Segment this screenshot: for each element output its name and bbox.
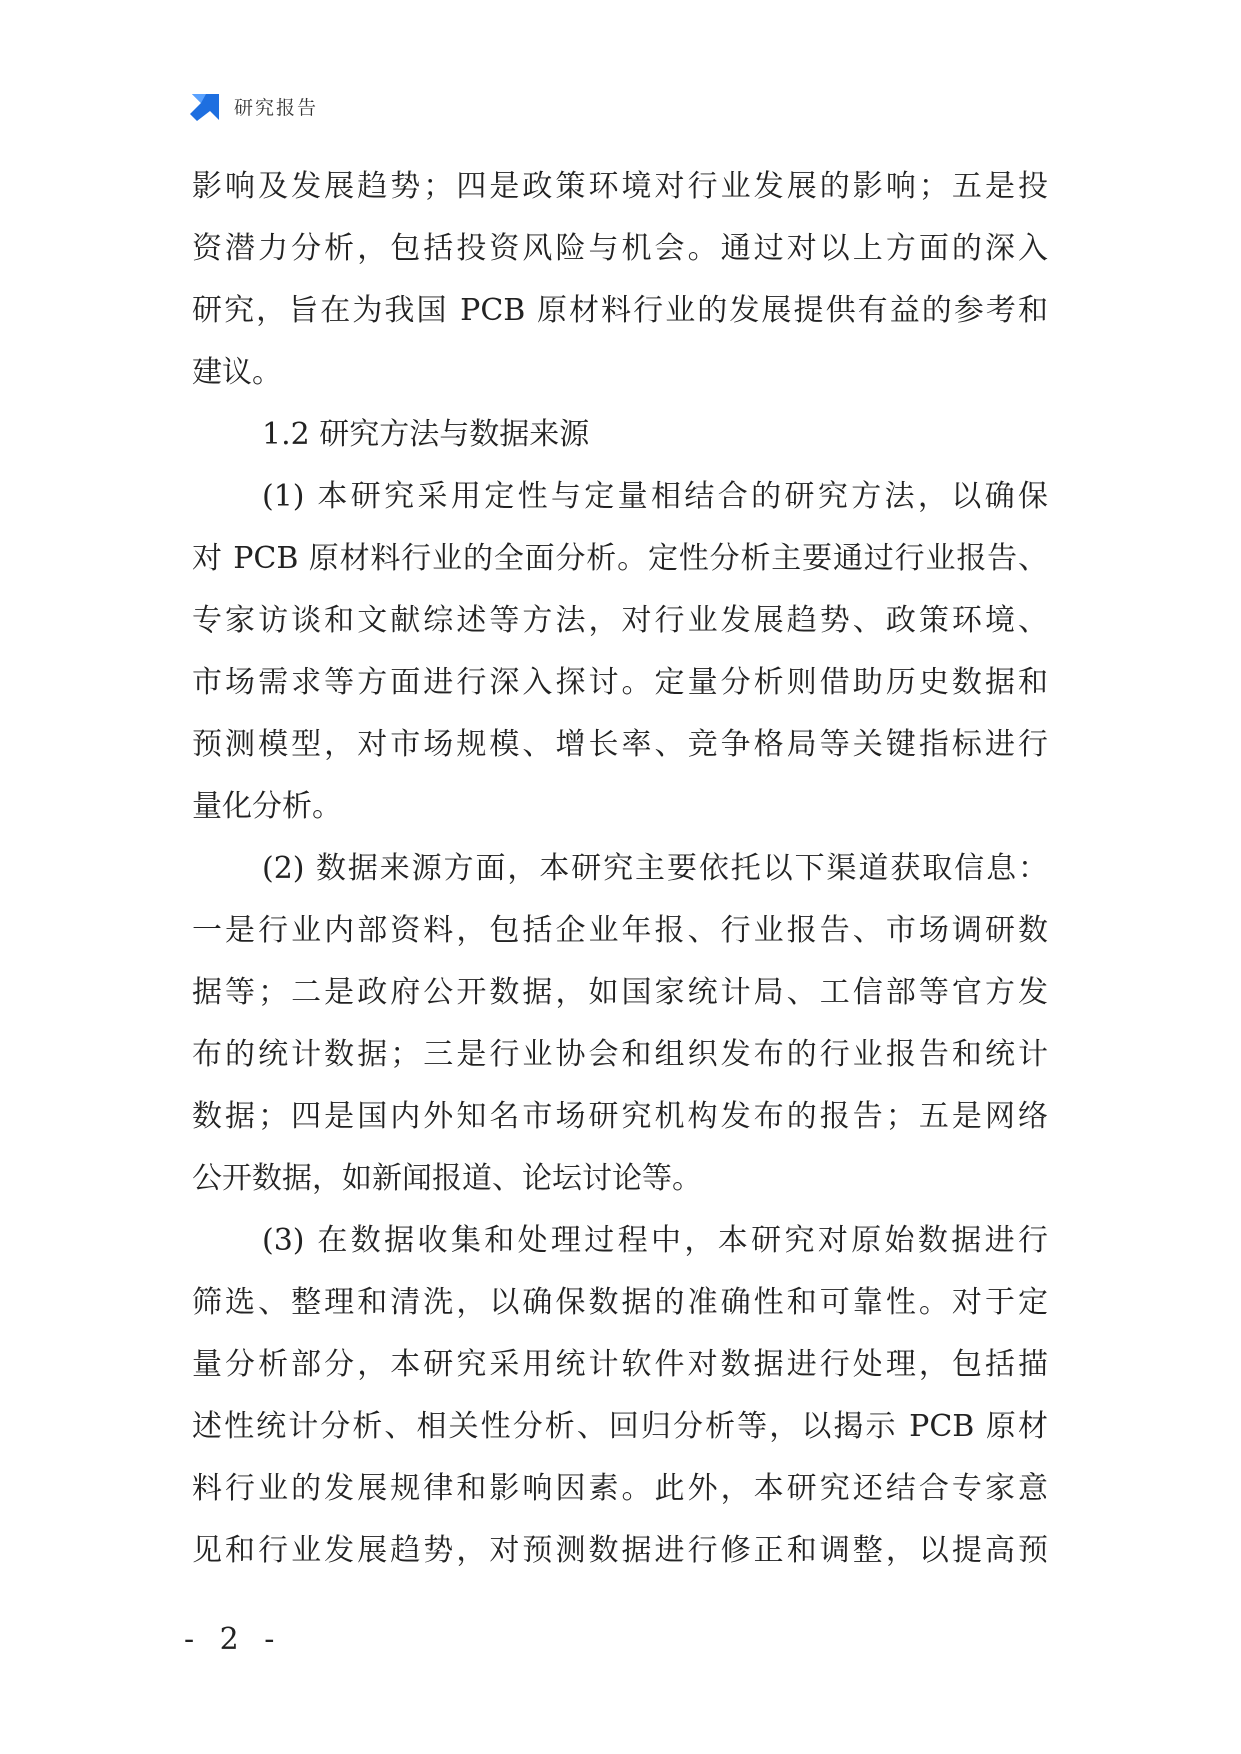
paragraph-line: 料行业的发展规律和影响因素。此外，本研究还结合专家意 xyxy=(192,1471,1048,1506)
paragraph-line: 公开数据，如新闻报道、论坛讨论等。 xyxy=(192,1161,702,1196)
paragraph-line: 据等；二是政府公开数据，如国家统计局、工信部等官方发 xyxy=(192,975,1048,1010)
paragraph-line: (2) 数据来源方面，本研究主要依托以下渠道获取信息： xyxy=(262,851,1048,886)
report-header xyxy=(188,88,318,124)
paragraph-line: 对 PCB 原材料行业的全面分析。定性分析主要通过行业报告、 xyxy=(192,541,1048,576)
paragraph-line: 专家访谈和文献综述等方法，对行业发展趋势、政策环境、 xyxy=(192,603,1048,638)
paragraph-line: 见和行业发展趋势，对预测数据进行修正和调整，以提高预 xyxy=(192,1533,1048,1568)
paragraph-line: 布的统计数据；三是行业协会和组织发布的行业报告和统计 xyxy=(192,1037,1048,1072)
paragraph-line: (1) 本研究采用定性与定量相结合的研究方法，以确保 xyxy=(262,479,1048,514)
paragraph-line: (3) 在数据收集和处理过程中，本研究对原始数据进行 xyxy=(262,1223,1048,1258)
paragraph-line: 述性统计分析、相关性分析、回归分析等，以揭示 PCB 原材 xyxy=(192,1409,1048,1444)
paragraph-line: 建议。 xyxy=(192,355,282,390)
page-number: - 2 - xyxy=(184,1622,283,1657)
paragraph-line: 影响及发展趋势；四是政策环境对行业发展的影响；五是投 xyxy=(192,169,1048,204)
paragraph-line: 数据；四是国内外知名市场研究机构发布的报告；五是网络 xyxy=(192,1099,1048,1134)
paragraph-line: 一是行业内部资料，包括企业年报、行业报告、市场调研数 xyxy=(192,913,1048,948)
paragraph-line: 研究，旨在为我国 PCB 原材料行业的发展提供有益的参考和 xyxy=(192,293,1048,328)
header-label: 研究报告 xyxy=(234,96,319,119)
document-body xyxy=(192,156,1048,1582)
paragraph-line: 筛选、整理和清洗，以确保数据的准确性和可靠性。对于定 xyxy=(192,1285,1048,1320)
arrow-logo-icon xyxy=(188,89,222,123)
paragraph-line: 量化分析。 xyxy=(192,789,342,824)
paragraph-line: 量分析部分，本研究采用统计软件对数据进行处理，包括描 xyxy=(192,1347,1048,1382)
section-heading: 1.2 研究方法与数据来源 xyxy=(262,417,590,452)
paragraph-line: 市场需求等方面进行深入探讨。定量分析则借助历史数据和 xyxy=(192,665,1048,700)
paragraph-line: 资潜力分析，包括投资风险与机会。通过对以上方面的深入 xyxy=(192,231,1048,266)
paragraph-line: 预测模型，对市场规模、增长率、竞争格局等关键指标进行 xyxy=(192,727,1048,762)
